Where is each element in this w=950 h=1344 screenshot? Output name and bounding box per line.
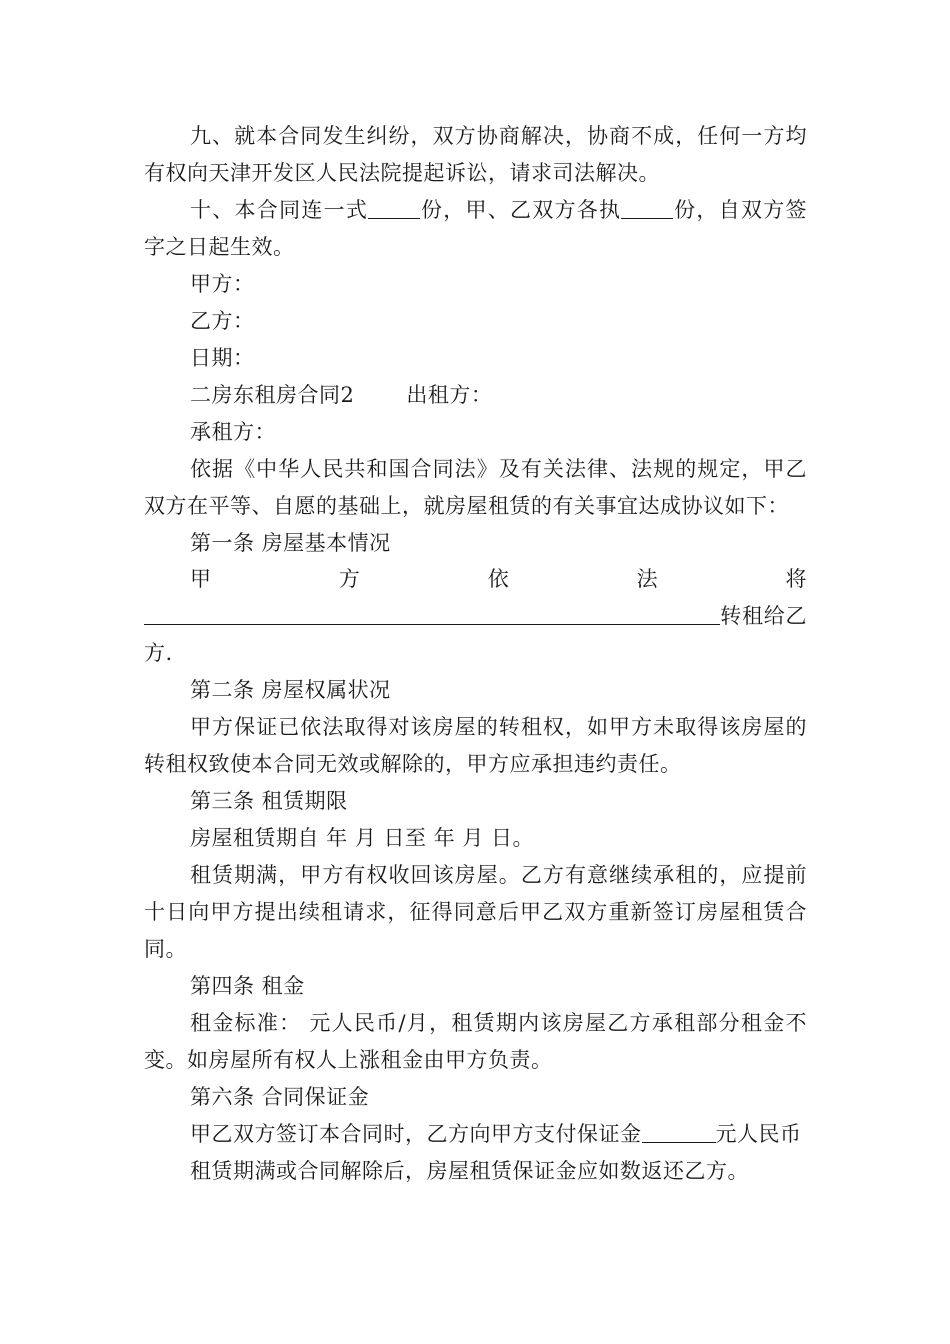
article-3-renewal: 租赁期满，甲方有权收回该房屋。乙方有意继续承租的，应提前十日向甲方提出续租请求，征得同意后甲乙双方重新签订房屋租赁合同。 (144, 863, 807, 961)
lessor-label: 出租方： (406, 383, 493, 407)
contract-title: 二房东租房合同2 (190, 383, 355, 407)
article-6-text-2: 元人民币 (715, 1122, 802, 1146)
article-1-body (144, 561, 807, 672)
premises-blank-2 (654, 604, 720, 625)
copies-total-blank (368, 198, 420, 219)
article-3-title: 第三条 租赁期限 (190, 789, 348, 813)
contract-page (144, 118, 807, 1190)
article-1-text-1: 甲方依法将 (190, 567, 807, 591)
article-6-title: 第六条 合同保证金 (190, 1085, 370, 1109)
premises-blank-1 (144, 604, 654, 625)
article-1-text-2: 转租给乙方. (144, 604, 807, 665)
article-2-title: 第二条 房屋权属状况 (190, 678, 391, 702)
party-a-signature: 甲方： (190, 272, 255, 296)
deposit-blank (642, 1122, 716, 1143)
lessee-label: 承租方： (190, 420, 276, 444)
article-6-body (144, 1116, 807, 1153)
dispute-clause: 九、就本合同发生纠纷，双方协商解决，协商不成，任何一方均有权向天津开发区人民法院提起诉讼，请求司法解决。 (144, 124, 807, 185)
basis-paragraph: 依据《中华人民共和国合同法》及有关法律、法规的规定，甲乙双方在平等、自愿的基础上，就房屋租赁的有关事宜达成协议如下： (144, 457, 807, 518)
article-6-return: 租赁期满或合同解除后，房屋租赁保证金应如数返还乙方。 (190, 1159, 749, 1183)
contract-title-line (144, 377, 807, 414)
copies-each-blank (621, 198, 673, 219)
article-6-text-1: 甲乙双方签订本合同时，乙方向甲方支付保证金 (190, 1122, 642, 1146)
copies-text-2: 份，甲、乙双方各执 (420, 198, 622, 222)
article-1-title: 第一条 房屋基本情况 (190, 531, 391, 555)
copies-text-3: 份，自双方签字之日起生效。 (144, 198, 808, 259)
date-line: 日期： (190, 346, 255, 370)
article-4-title: 第四条 租金 (190, 974, 305, 998)
article-4-body: 租金标准： 元人民币/月，租赁期内该房屋乙方承租部分租金不变。如房屋所有权人上涨租金由甲方负责。 (144, 1011, 807, 1072)
copies-clause (144, 192, 807, 266)
copies-text-1: 十、本合同连一式 (190, 198, 369, 222)
party-b-signature: 乙方： (190, 309, 255, 333)
article-2-body: 甲方保证已依法取得对该房屋的转租权，如甲方未取得该房屋的转租权致使本合同无效或解除的，甲方应承担违约责任。 (144, 715, 807, 776)
article-3-period: 房屋租赁期自 年 月 日至 年 月 日。 (190, 826, 535, 850)
